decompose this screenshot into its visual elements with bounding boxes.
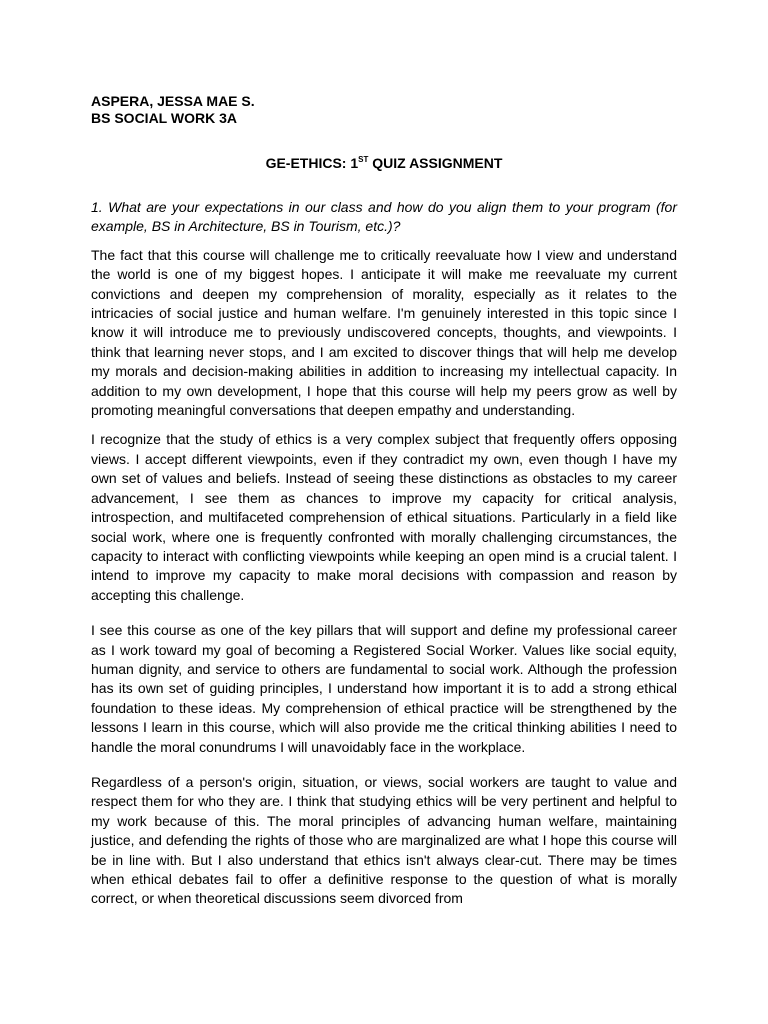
document-page: [91, 93, 677, 909]
assignment-title-suffix: QUIZ ASSIGNMENT: [368, 155, 503, 171]
assignment-title-prefix: GE-ETHICS: 1: [265, 155, 359, 171]
assignment-title-superscript: ST: [358, 155, 369, 164]
student-name: ASPERA, JESSA MAE S.: [91, 93, 255, 109]
answer-paragraph-1: The fact that this course will challenge me to critically reevaluate how I view and understand the world is one of my biggest hopes. I anticipate it will make me reevaluate my current convictions and deepen my comprehension of morality, especially as it relates to the intricacies of social justice and human welfare. I'm genuinely interested in this topic since I know it will introduce me to previously undiscovered concepts, thoughts, and viewpoints. I think that learning never stops, and I am excited to discover things that will help me develop my morals and decision-making abilities in addition to increasing my intellectual capacity. In addition to my own development, I hope that this course will help my peers grow as well by promoting meaningful conversations that deepen empathy and understanding.: [91, 246, 677, 419]
answer-paragraph-4: Regardless of a person's origin, situation, or views, social workers are taught to value and respect them for who they are. I think that studying ethics will be very pertinent and helpful to my work because of this. The moral principles of advancing human welfare, maintaining justice, and defending the rights of those who are marginalized are what I hope this course will be in line with. But I also understand that ethics isn't always clear-cut. There may be times when ethical debates fail to offer a definitive response to the question of what is morally correct, or when theoretical discussions seem divorced from: [91, 773, 677, 907]
question-text: 1. What are your expectations in our class and how do you align them to your program (for example, BS in Architecture, BS in Tourism, etc.)?: [91, 199, 677, 235]
answer-paragraph-2: I recognize that the study of ethics is a very complex subject that frequently offers opposing views. I accept different viewpoints, even if they contradict my own, even though I have my own set of values and beliefs. Instead of seeing these distinctions as obstacles to my career advancement, I see them as chances to improve my capacity for critical analysis, introspection, and multifaceted comprehension of ethical situations. Particularly in a field like social work, where one is frequently confronted with morally challenging circumstances, the capacity to interact with conflicting viewpoints while keeping an open mind is a crucial talent. I intend to improve my capacity to make moral decisions with compassion and reason by accepting this challenge.: [91, 431, 677, 603]
student-program: BS SOCIAL WORK 3A: [91, 110, 237, 126]
assignment-title: [91, 154, 677, 172]
answer-paragraph-3: I see this course as one of the key pillars that will support and define my professional career as I work toward my goal of becoming a Registered Social Worker. Values like social equity, human dignity, and service to others are fundamental to social work. Although the profession has its own set of guiding principles, I understand how important it is to add a strong ethical foundation to these ideas. My comprehension of ethical practice will be strengthened by the lessons I learn in this course, which will also provide me the critical thinking abilities I need to handle the moral conundrums I will unavoidably face in the workplace.: [91, 622, 677, 755]
